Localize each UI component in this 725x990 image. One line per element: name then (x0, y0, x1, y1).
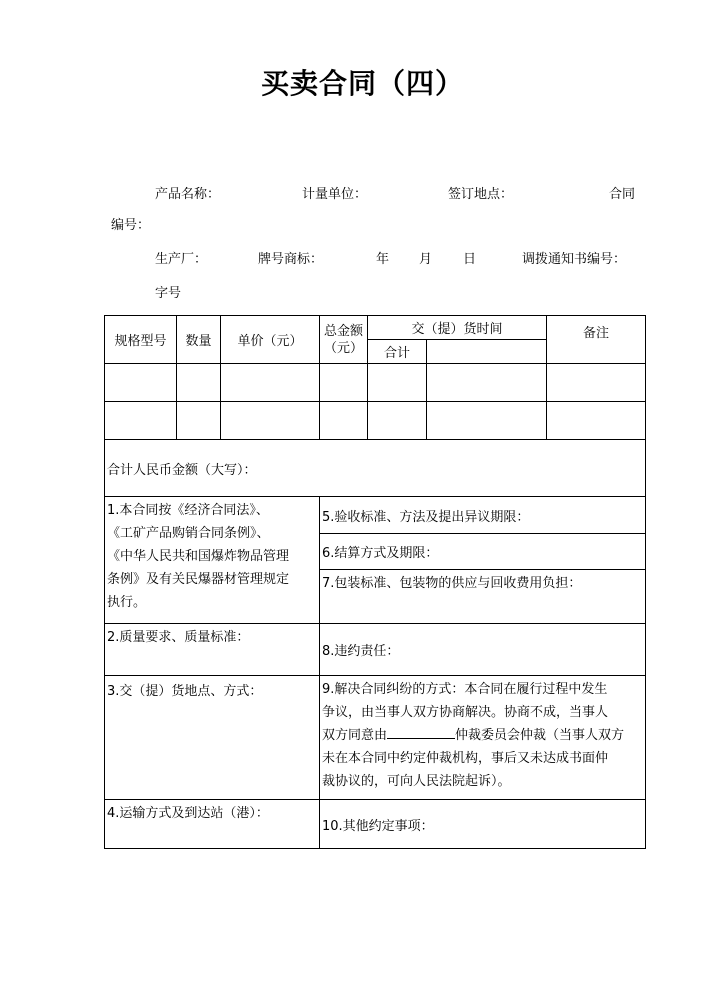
contract-no-label-part1: 合同 (609, 187, 636, 202)
unit-price-cell[interactable] (221, 402, 320, 440)
product-name-label: 产品名称： (155, 187, 221, 202)
sign-place-label: 签订地点： (448, 187, 514, 202)
clause-1-line3: 《中华人民共和国爆炸物品管理 (107, 549, 290, 564)
clause-9-line2: 争议，由当事人双方协商解决。协商不成，当事人 (322, 705, 609, 720)
clause-2[interactable]: 2.质量要求、质量标准： (105, 624, 320, 676)
clause-9-line3b: 仲裁委员会仲裁（当事人双方 (455, 728, 625, 743)
zi-hao-label: 字号 (155, 286, 182, 301)
clause-9-line4: 未在本合同中约定仲裁机构，事后又未达成书面仲 (322, 751, 609, 766)
spec-cell[interactable] (105, 364, 177, 402)
subtotal-cell[interactable] (368, 364, 427, 402)
contract-no-label-part2: 编号： (111, 218, 151, 233)
total-rmb-row[interactable]: 合计人民币金额（大写）： (105, 440, 646, 497)
month-label: 月 (419, 252, 433, 267)
contract-table (104, 315, 646, 849)
remark-header: 备注 (547, 316, 646, 364)
qty-cell[interactable] (177, 402, 221, 440)
spec-cell[interactable] (105, 402, 177, 440)
table-row (105, 402, 646, 440)
clause-6[interactable]: 6.结算方式及期限： (320, 534, 646, 570)
clause-7[interactable]: 7.包装标准、包装物的供应与回收费用负担： (320, 570, 646, 624)
qty-header: 数量 (177, 316, 221, 364)
clause-1-line1: 1.本合同按《经济合同法》、 (107, 503, 269, 518)
total-amount-header-line2: （元） (323, 340, 363, 356)
remark-cell[interactable] (547, 364, 646, 402)
clause-5[interactable]: 5.验收标准、方法及提出异议期限： (320, 497, 646, 534)
clause-9-line1: 9.解决合同纠纷的方式：本合同在履行过程中发生 (322, 682, 608, 697)
remark-cell[interactable] (547, 402, 646, 440)
spec-header: 规格型号 (105, 316, 177, 364)
arbitration-blank[interactable] (387, 725, 455, 739)
clause-1-line4: 条例》及有关民爆器材管理规定 (107, 572, 290, 587)
clause-9-line3a: 双方同意由 (322, 728, 388, 743)
clause-1-line5: 执行。 (107, 595, 147, 610)
year-label: 年 (376, 252, 390, 267)
total-cell[interactable] (320, 364, 368, 402)
allocation-no-label: 调拨通知书编号： (522, 252, 627, 267)
unit-price-header: 单价（元） (221, 316, 320, 364)
qty-cell[interactable] (177, 364, 221, 402)
clause-1[interactable] (105, 497, 320, 624)
delivery-time-header: 交（提）货时间 (368, 316, 547, 340)
delivery-time-cell[interactable] (427, 340, 547, 364)
brand-label: 牌号商标： (258, 252, 324, 267)
clause-10[interactable]: 10.其他约定事项： (320, 800, 646, 849)
clause-3[interactable]: 3.交（提）货地点、方式： (105, 676, 320, 800)
delivery-cell[interactable] (427, 402, 547, 440)
clause-1-line2: 《工矿产品购销合同条例》、 (107, 526, 270, 541)
unit-price-cell[interactable] (221, 364, 320, 402)
clause-8[interactable]: 8.违约责任： (320, 624, 646, 676)
total-amount-header-line1: 总金额 (323, 323, 363, 339)
clause-4[interactable]: 4.运输方式及到达站（港）： (105, 800, 320, 849)
page-title: 买卖合同（四） (260, 67, 464, 100)
clause-9[interactable] (320, 676, 646, 800)
table-row (105, 364, 646, 402)
subtotal-cell[interactable] (368, 402, 427, 440)
day-label: 日 (463, 252, 477, 267)
unit-label: 计量单位： (302, 187, 368, 202)
manufacturer-label: 生产厂： (155, 252, 208, 267)
delivery-cell[interactable] (427, 364, 547, 402)
total-amount-header (320, 316, 368, 364)
subtotal-header: 合计 (368, 340, 427, 364)
total-cell[interactable] (320, 402, 368, 440)
clause-9-line5: 裁协议的，可向人民法院起诉）。 (322, 774, 511, 789)
